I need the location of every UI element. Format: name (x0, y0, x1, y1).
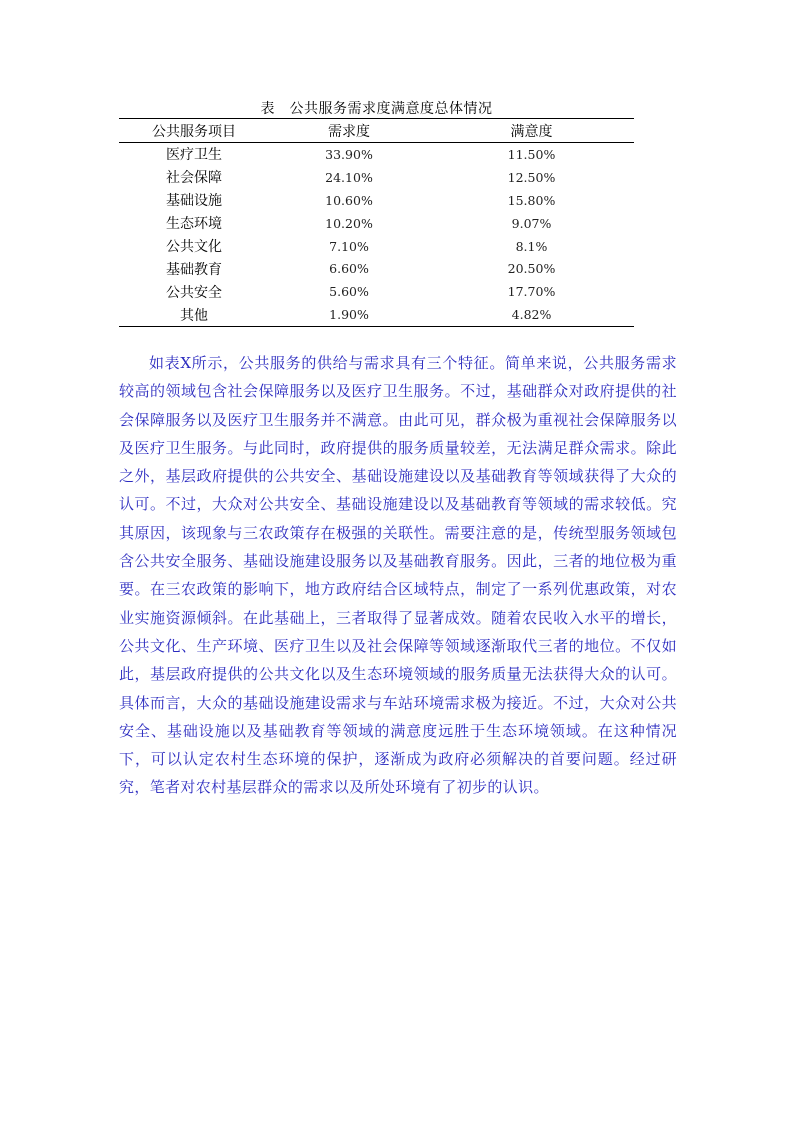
row-satisfaction: 15.80% (507, 192, 556, 208)
row-demand: 1.90% (329, 307, 369, 323)
row-satisfaction: 20.50% (507, 261, 556, 277)
table-row (119, 143, 634, 166)
table-row (119, 257, 634, 280)
header-demand: 需求度 (328, 123, 370, 140)
row-service-item: 基础教育 (166, 261, 222, 278)
row-service-item: 医疗卫生 (166, 147, 222, 164)
table-header-row (119, 119, 634, 143)
row-demand: 6.60% (329, 261, 369, 277)
row-demand: 7.10% (329, 238, 369, 254)
row-service-item: 社会保障 (166, 170, 222, 187)
row-service-item: 基础设施 (166, 193, 222, 210)
row-satisfaction: 17.70% (507, 284, 556, 300)
header-service-item: 公共服务项目 (152, 123, 236, 140)
row-demand: 33.90% (325, 146, 373, 162)
service-satisfaction-table (119, 118, 634, 327)
row-demand: 10.60% (325, 192, 373, 208)
table-row (119, 235, 634, 258)
table-caption: 表 公共服务需求度满意度总体情况 (260, 101, 493, 117)
row-satisfaction: 9.07% (511, 215, 552, 231)
row-service-item: 公共安全 (166, 284, 222, 301)
row-demand: 24.10% (325, 169, 373, 185)
row-demand: 10.20% (325, 215, 373, 231)
table-row (119, 212, 634, 235)
table-row (119, 303, 634, 326)
body-paragraph: 如表X所示，公共服务的供给与需求具有三个特征。简单来说，公共服务需求较高的领域包含社会保障服务以及医疗卫生服务。不过，基础群众对政府提供的社会保障服务以及医疗卫生服务并不满意。由此可见，群众极为重视社会保障服务以及医疗卫生服务。与此同时，政府提供的服务质量较差，无法满足群众需求。除此之外，基层政府提供的公共安全、基础设施建设以及基础教育等领域获得了大众的认可。不过，大众对公共安全、基础设施建设以及基础教育等领域的需求较低。究其原因，该现象与三农政策存在极强的关联性。需要注意的是，传统型服务领域包含公共安全服务、基础设施建设服务以及基础教育服务。因此，三者的地位极为重要。在三农政策的影响下，地方政府结合区域特点，制定了一系列优惠政策，对农业实施资源倾斜。在此基础上，三者取得了显著成效。随着农民收入水平的增长，公共文化、生产环境、医疗卫生以及社会保障等领域逐渐取代三者的地位。不仅如此，基层政府提供的公共文化以及生态环境领域的服务质量无法获得大众的认可。具体而言，大众的基础设施建设需求与车站环境需求极为接近。不过，大众对公共安全、基础设施以及基础教育等领域的满意度远胜于生态环境领域。在这种情况下，可以认定农村生态环境的保护，逐渐成为政府必须解决的首要问题。经过研究，笔者对农村基层群众的需求以及所处环境有了初步的认识。 (119, 354, 677, 797)
row-service-item: 生态环境 (166, 216, 222, 233)
header-satisfaction: 满意度 (510, 123, 553, 140)
row-satisfaction: 8.1% (515, 238, 548, 254)
row-satisfaction: 4.82% (511, 307, 552, 323)
row-service-item: 公共文化 (166, 239, 222, 255)
table-row (119, 166, 634, 189)
table-row (119, 189, 634, 212)
row-demand: 5.60% (329, 284, 369, 300)
row-satisfaction: 11.50% (507, 146, 556, 162)
table-row (119, 280, 634, 303)
row-service-item: 其他 (180, 307, 208, 324)
row-satisfaction: 12.50% (507, 169, 556, 185)
